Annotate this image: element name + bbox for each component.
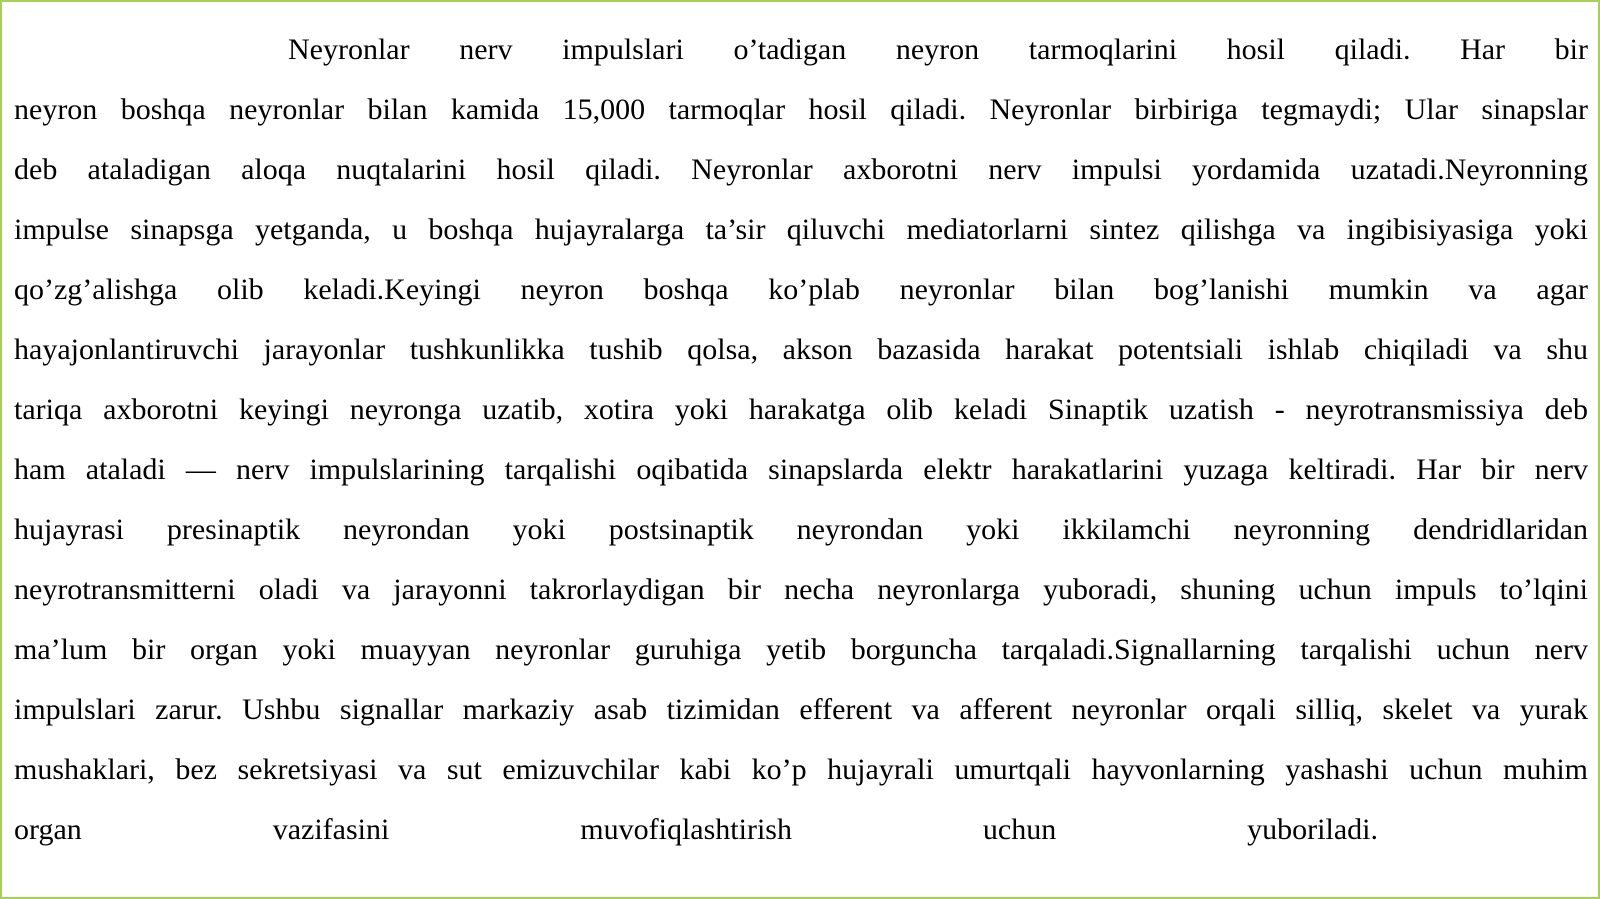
paragraph-line-10: neyrotransmitterni oladi va jarayonni takrorlaydigan bir necha neyronlarga yuboradi, shuning uchun impuls to’lqini [14, 573, 1588, 606]
paragraph-line-13: mushaklari, bez sekretsiyasi va sut emizuvchilar kabi ko’p hujayrali umurtqali hayvonlarning yashashi uchun muhim [14, 753, 1588, 786]
paragraph-line-8: ham ataladi — nerv impulslarining tarqalishi oqibatida sinapslarda elektr harakatlarini yuzaga keltiradi. Har bir nerv [14, 453, 1588, 486]
paragraph-line-1: Neyronlar nerv impulslari o’tadigan neyron tarmoqlarini hosil qiladi. Har bir [288, 33, 1588, 66]
paragraph-line-4: impulse sinapsga yetganda, u boshqa hujayralarga ta’sir qiluvchi mediatorlarni sintez qilishga va ingibisiyasiga yoki [14, 213, 1588, 246]
paragraph-line-7: tariqa axborotni keyingi neyronga uzatib, xotira yoki harakatga olib keladi Sinaptik uzatish - neyrotransmissiya deb [14, 393, 1588, 426]
paragraph-line-3: deb ataladigan aloqa nuqtalarini hosil qiladi. Neyronlar axborotni nerv impulsi yordamida uzatadi.Neyronning [14, 153, 1588, 186]
paragraph-line-6: hayajonlantiruvchi jarayonlar tushkunlikka tushib qolsa, akson bazasida harakat potentsiali ishlab chiqiladi va shu [14, 333, 1588, 366]
paragraph-line-12: impulslari zarur. Ushbu signallar markaziy asab tizimidan efferent va afferent neyronlar orqali silliq, skelet va yurak [14, 693, 1588, 726]
paragraph-line-5: qo’zg’alishga olib keladi.Keyingi neyron boshqa ko’plab neyronlar bilan bog’lanishi mumkin va agar [14, 273, 1588, 306]
paragraph-line-2: neyron boshqa neyronlar bilan kamida 15,000 tarmoqlar hosil qiladi. Neyronlar birbiriga tegmaydi; Ular sinapslar [14, 93, 1588, 126]
paragraph-line-14: organ vazifasini muvofiqlashtirish uchun yuboriladi. [14, 813, 1378, 846]
paragraph [14, 20, 1588, 860]
paragraph-line-9: hujayrasi presinaptik neyrondan yoki postsinaptik neyrondan yoki ikkilamchi neyronning dendridlaridan [14, 513, 1588, 546]
paragraph-line-11: ma’lum bir organ yoki muayyan neyronlar guruhiga yetib borguncha tarqaladi.Signallarning tarqalishi uchun nerv [14, 633, 1588, 666]
